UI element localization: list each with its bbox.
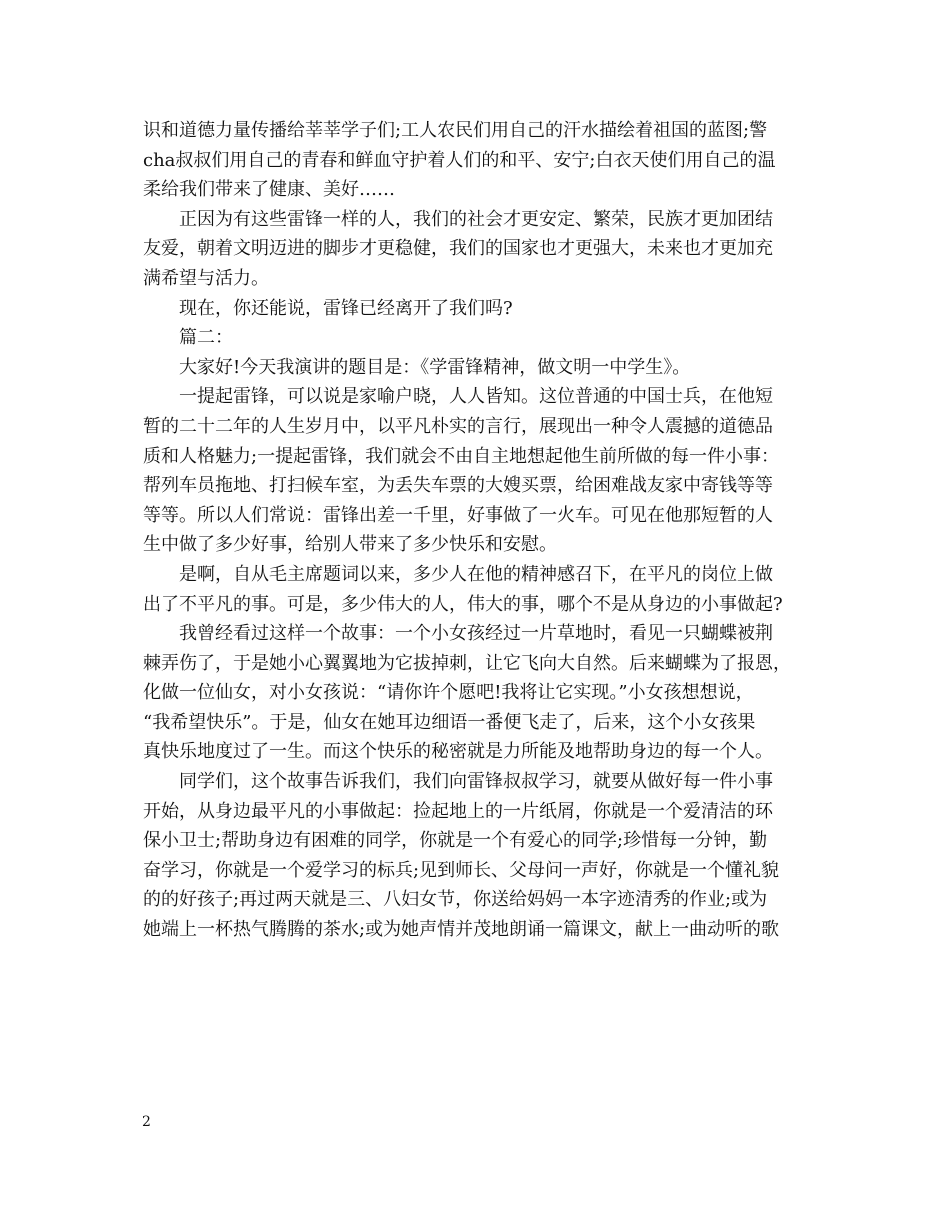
- text-line: 保小卫士;帮助身边有困难的同学，你就是一个有爱心的同学;珍惜每一分钟，勤: [143, 830, 768, 852]
- paragraph: [143, 294, 815, 324]
- text-line: 她端上一杯热气腾腾的茶水;或为她声情并茂地朗诵一篇课文，献上一曲动听的歌: [143, 919, 780, 941]
- text-line: 是啊，自从毛主席题词以来，多少人在他的精神感召下，在平凡的岗位上做: [179, 563, 773, 585]
- paragraph: [143, 560, 815, 619]
- text-line: 真快乐地度过了一生。而这个快乐的秘密就是力所能及地帮助身边的每一个人。: [143, 741, 773, 763]
- text-line: 正因为有这些雷锋一样的人，我们的社会才更安定、繁荣，民族才更加团结: [179, 208, 773, 230]
- text-line: 质和人格魅力;一提起雷锋，我们就会不由自主地想起他生前所做的每一件小事：: [143, 445, 780, 467]
- text-line: 奋学习，你就是一个爱学习的标兵;见到师长、父母问一声好，你就是一个懂礼貌: [143, 859, 780, 881]
- text-line: 同学们，这个故事告诉我们，我们向雷锋叔叔学习，就要从做好每一件小事: [179, 771, 773, 793]
- text-line: 棘弄伤了，于是她小心翼翼地为它拔掉刺，让它飞向大自然。后来蝴蝶为了报恩，: [143, 652, 791, 674]
- paragraph: [143, 382, 815, 560]
- text-line: 满希望与活力。: [143, 267, 269, 289]
- text-line: 的的好孩子;再过两天就是三、八妇女节，你送给妈妈一本字迹清秀的作业;或为: [143, 889, 768, 911]
- paragraph: [143, 353, 815, 383]
- text-line: 柔给我们带来了健康、美好……: [143, 179, 395, 201]
- text-line: 我曾经看过这样一个故事：一个小女孩经过一片草地时，看见一只蝴蝶被荆: [179, 623, 773, 645]
- text-line: 识和道德力量传播给莘莘学子们;工人农民们用自己的汗水描绘着祖国的蓝图;警: [143, 120, 768, 141]
- text-line: 化做一位仙女，对小女孩说：“请你许个愿吧!我将让它实现。”小女孩想想说，: [143, 682, 754, 704]
- text-line: 友爱，朝着文明迈进的脚步才更稳健，我们的国家也才更强大，未来也才更加充: [143, 238, 773, 260]
- text-line: “我希望快乐”。于是，仙女在她耳边细语一番便飞走了，后来，这个小女孩果: [143, 711, 756, 733]
- text-line: 开始，从身边最平凡的小事做起：捡起地上的一片纸屑，你就是一个爱清洁的环: [143, 800, 773, 822]
- section-heading: [143, 323, 815, 353]
- text-line: 大家好!今天我演讲的题目是：《学雷锋精神，做文明一中学生》。: [179, 356, 691, 378]
- text-line: 帮列车员拖地、打扫候车室，为丢失车票的大嫂买票，给困难战友家中寄钱等等: [143, 475, 773, 497]
- text-line: 一提起雷锋，可以说是家喻户晓，人人皆知。这位普通的中国士兵，在他短: [179, 386, 773, 408]
- document-body: [143, 116, 815, 945]
- page-number: 2: [142, 1114, 151, 1130]
- text-line: 生中做了多少好事，给别人带来了多少快乐和安慰。: [143, 534, 557, 556]
- text-line: 暂的二十二年的人生岁月中，以平凡朴实的言行，展现出一种令人震撼的道德品: [143, 415, 773, 437]
- text-line: 等等。所以人们常说：雷锋出差一千里，好事做了一火车。可见在他那短暂的人: [143, 504, 773, 526]
- paragraph: [143, 767, 815, 945]
- paragraph: [143, 619, 815, 767]
- text-line: cha叔叔们用自己的青春和鲜血守护着人们的和平、安宁;白衣天使们用自己的温: [143, 149, 776, 171]
- paragraph: [143, 205, 815, 294]
- text-line: 篇二：: [179, 327, 233, 349]
- text-line: 出了不平凡的事。可是，多少伟大的人，伟大的事，哪个不是从身边的小事做起?: [143, 593, 783, 615]
- text-line: 现在，你还能说，雷锋已经离开了我们吗?: [179, 297, 513, 319]
- paragraph: [143, 116, 815, 205]
